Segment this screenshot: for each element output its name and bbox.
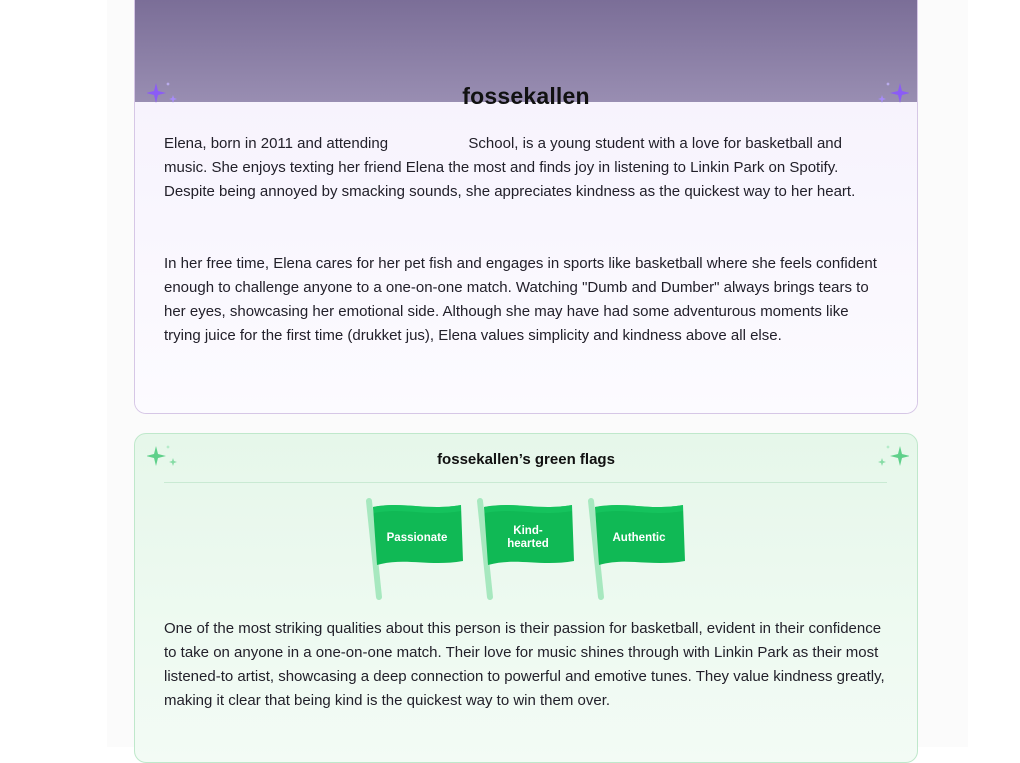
bio-text-before-school: Elena, born in 2011 and attending xyxy=(164,135,389,152)
flag-item-kind-hearted xyxy=(476,497,576,601)
green-flags-list xyxy=(365,497,695,601)
bio-text-after-school: School, is a young student with a love for basketball and music. She enjoys texting her friend Elena the most and finds joy in listening to Linkin Park on Spotify. Despite being annoyed by smacking sounds, she appreciates kindness as the quickest way to her heart. xyxy=(164,135,856,200)
green-flags-divider xyxy=(164,482,887,483)
profile-bio-paragraph-1 xyxy=(164,132,887,204)
profile-card xyxy=(134,0,918,414)
flag-item-passionate xyxy=(365,497,465,601)
flag-label: Authentic xyxy=(612,531,666,544)
green-flags-title: fossekallen’s green flags xyxy=(437,451,615,468)
green-flags-description: One of the most striking qualities about this person is their passion for basketball, evident in their confidence to take on anyone in a one-on-one match. Their love for music shines through with Linkin Park as their most listened-to artist, showcasing a deep connection to powerful and emotive tunes. They value kindness greatly, making it clear that being kind is the quickest way to win them over. xyxy=(164,620,885,709)
profile-username: fossekallen xyxy=(462,83,590,109)
flag-item-authentic xyxy=(587,497,687,601)
green-flags-card xyxy=(134,433,918,763)
profile-bio-paragraph-2: In her free time, Elena cares for her pet fish and engages in sports like basketball where she feels confident enough to challenge anyone to a one-on-one match. Watching "Dumb and Dumber" always brings tears to her eyes, showcasing her emotional side. Although she may have had some adventurous moments like trying juice for the first time (drukket jus), Elena values simplicity and kindness above all else. xyxy=(164,255,877,344)
flag-label: Passionate xyxy=(386,531,448,544)
flag-label: Kind- hearted xyxy=(507,525,549,550)
